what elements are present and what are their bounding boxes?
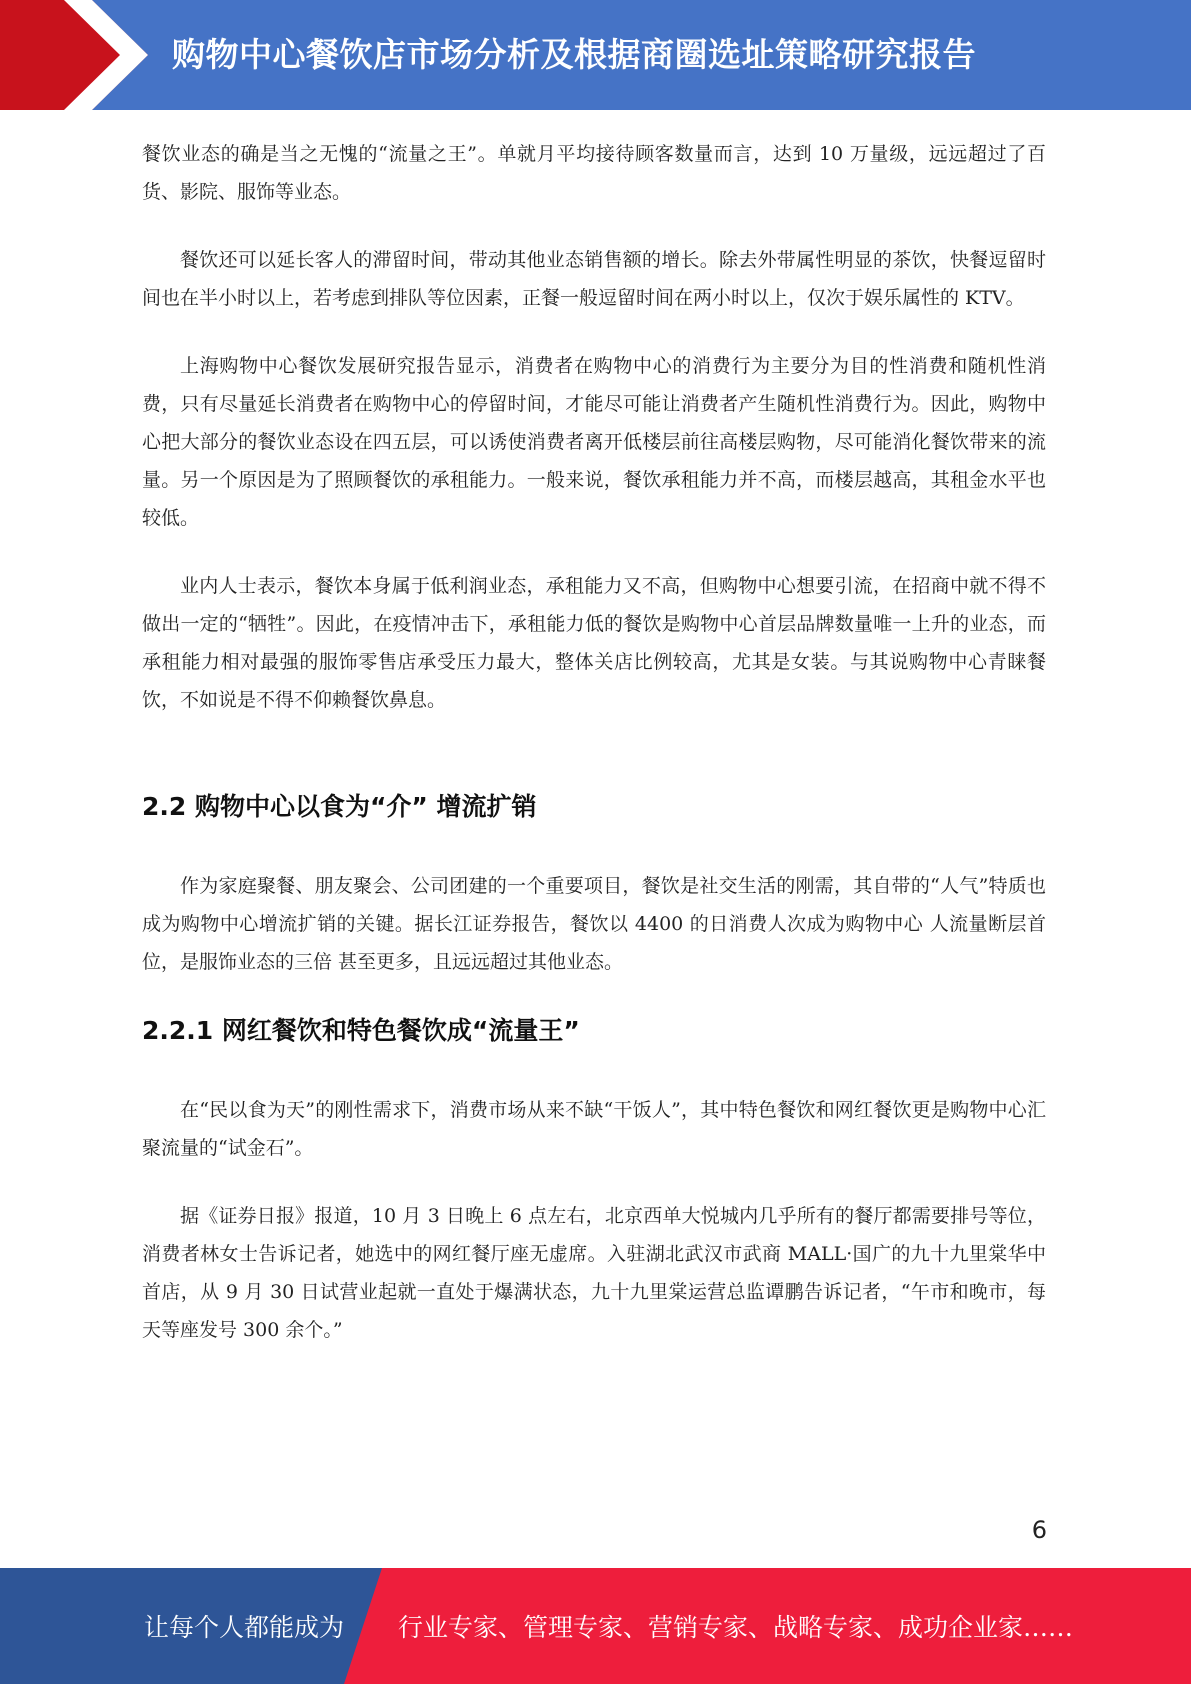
paragraph-5: 作为家庭聚餐、朋友聚会、公司团建的一个重要项目，餐饮是社交生活的刚需，其自带的“人气”特质也成为购物中心增流扩销的关键。据长江证券报告，餐饮以 4400 的日消费人次成为购物中心 人流量断层首位，是服饰业态的三倍 甚至更多，且远远超过其他业态。 xyxy=(142,875,1046,973)
paragraph-2: 餐饮还可以延长客人的滞留时间，带动其他业态销售额的增长。除去外带属性明显的茶饮，快餐逗留时间也在半小时以上，若考虑到排队等位因素，正餐一般逗留时间在两小时以上，仅次于娱乐属性的 KTV。 xyxy=(142,249,1046,309)
section-heading-2-2: 2.2 购物中心以食为“介” 增流扩销 xyxy=(142,792,537,821)
section-heading-2-2-1: 2.2.1 网红餐饮和特色餐饮成“流量王” xyxy=(142,1016,580,1045)
page-footer xyxy=(0,1568,1191,1684)
paragraph-1: 餐饮业态的确是当之无愧的“流量之王”。单就月平均接待顾客数量而言，达到 10 万量级，远远超过了百货、影院、服饰等业态。 xyxy=(142,143,1046,203)
document-body xyxy=(142,135,1046,1349)
header-title: 购物中心餐饮店市场分析及根据商圈选址策略研究报告 xyxy=(172,35,976,74)
page-number: 6 xyxy=(1031,1516,1047,1544)
footer-slogan-right: 行业专家、管理专家、营销专家、战略专家、成功企业家…… xyxy=(398,1613,1074,1642)
paragraph-4: 业内人士表示，餐饮本身属于低利润业态，承租能力又不高，但购物中心想要引流，在招商中就不得不做出一定的“牺牲”。因此，在疫情冲击下，承租能力低的餐饮是购物中心首层品牌数量唯一上升的业态，而承租能力相对最强的服饰零售店承受压力最大，整体关店比例较高，尤其是女装。与其说购物中心青睐餐饮，不如说是不得不仰赖餐饮鼻息。 xyxy=(142,575,1046,711)
paragraph-7: 据《证券日报》报道，10 月 3 日晚上 6 点左右，北京西单大悦城内几乎所有的餐厅都需要排号等位，消费者林女士告诉记者，她选中的网红餐厅座无虚席。入驻湖北武汉市武商 MALL·国广的九十九里棠华中首店，从 9 月 30 日试营业起就一直处于爆满状态，九十九里棠运营总监谭鹏告诉记者，“午市和晚市，每天等座发号 300 余个。” xyxy=(142,1205,1046,1341)
footer-slogan-left: 让每个人都能成为 xyxy=(144,1613,345,1642)
paragraph-3: 上海购物中心餐饮发展研究报告显示，消费者在购物中心的消费行为主要分为目的性消费和随机性消费，只有尽量延长消费者在购物中心的停留时间，才能尽可能让消费者产生随机性消费行为。因此，购物中心把大部分的餐饮业态设在四五层，可以诱使消费者离开低楼层前往高楼层购物，尽可能消化餐饮带来的流量。另一个原因是为了照顾餐饮的承租能力。一般来说，餐饮承租能力并不高，而楼层越高，其租金水平也较低。 xyxy=(142,355,1046,529)
page-header xyxy=(0,0,1191,110)
paragraph-6: 在“民以食为天”的刚性需求下，消费市场从来不缺“干饭人”，其中特色餐饮和网红餐饮更是购物中心汇聚流量的“试金石”。 xyxy=(142,1099,1046,1159)
